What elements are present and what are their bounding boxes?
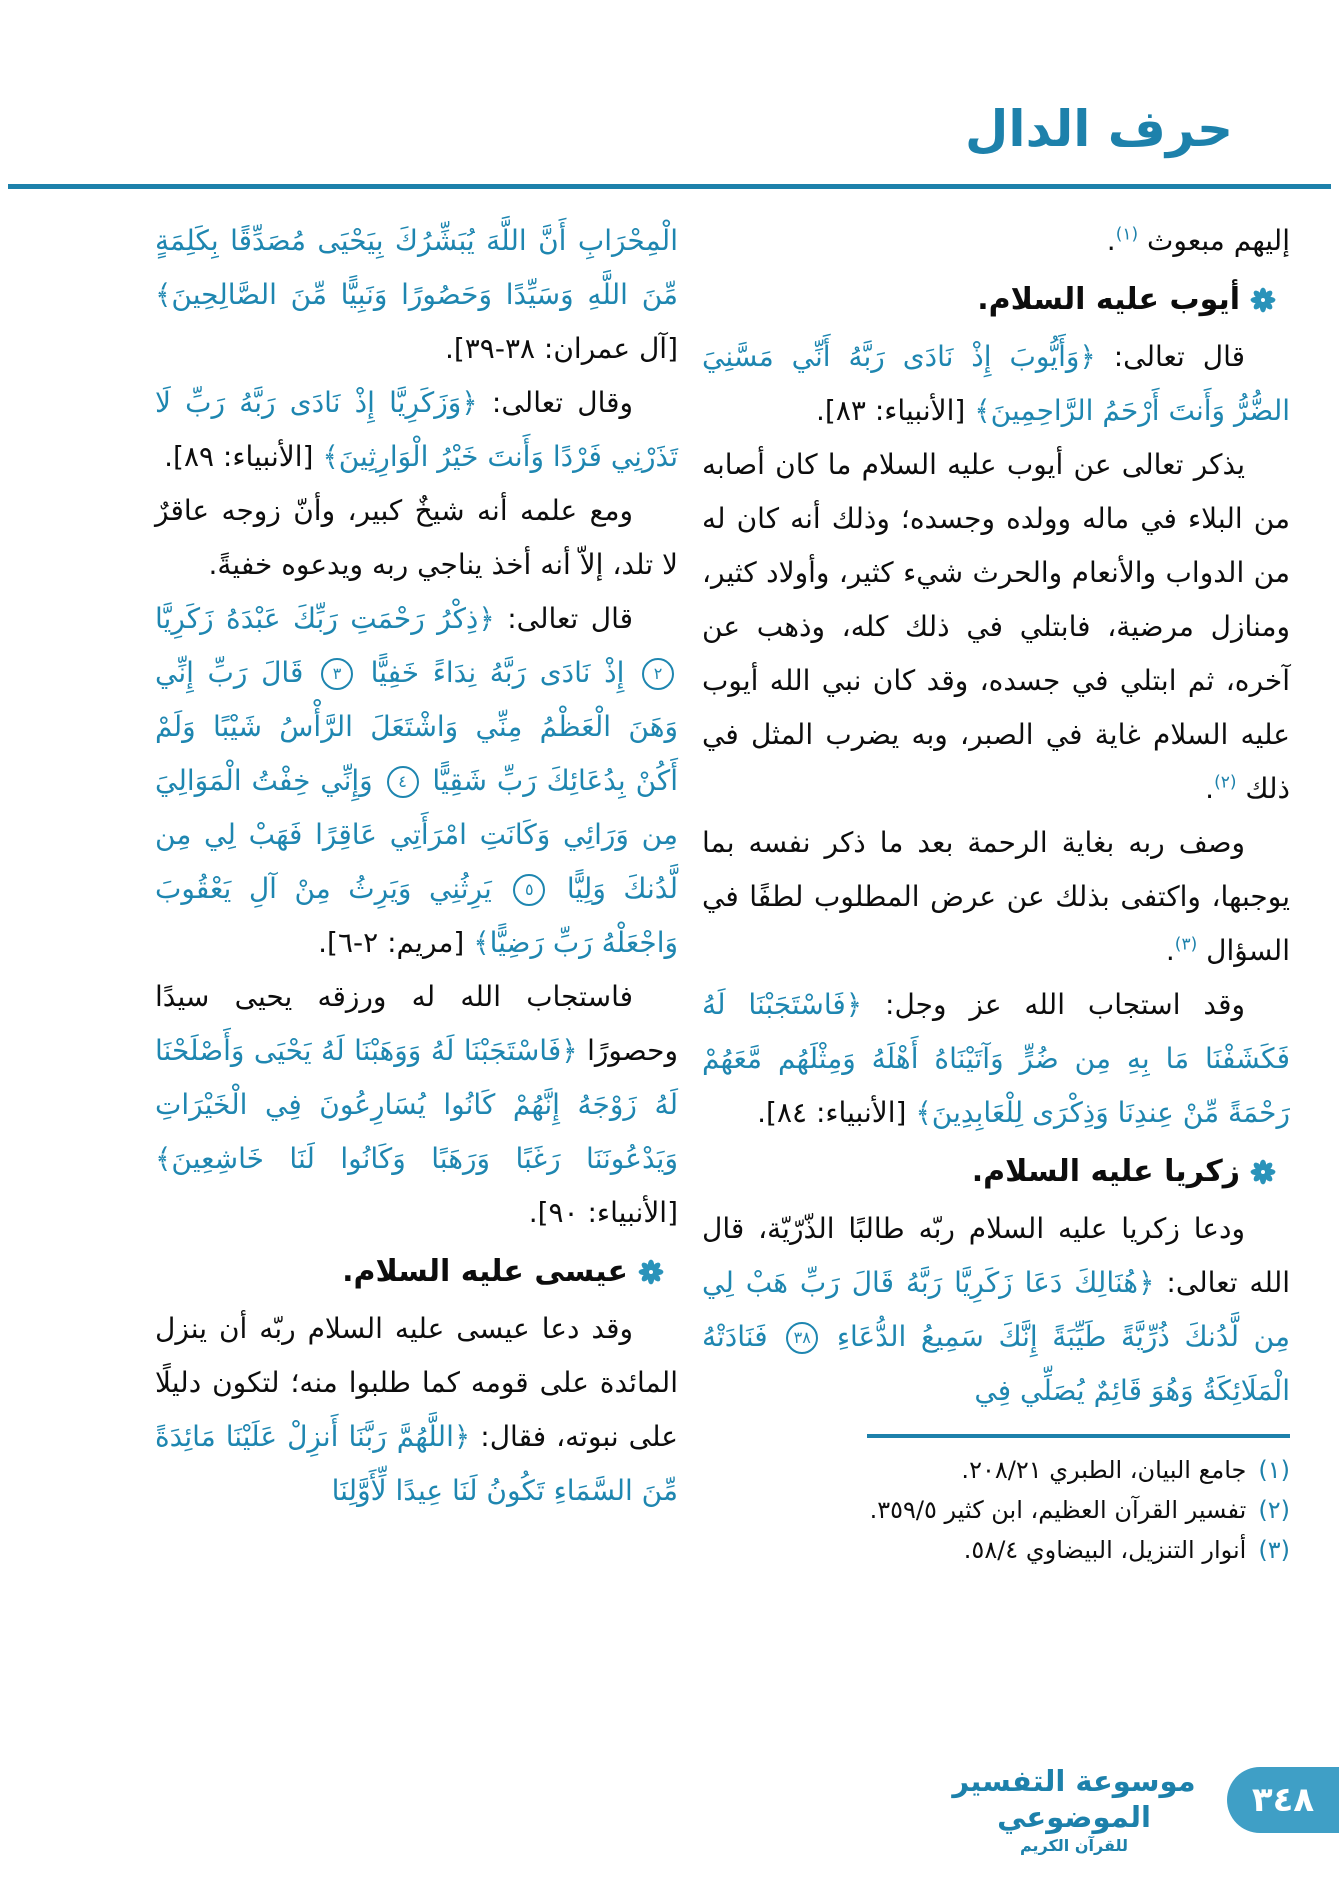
- body-text: .: [1205, 772, 1215, 805]
- paragraph: [702, 978, 1290, 1140]
- column-right: [702, 214, 1290, 1570]
- paragraph: [702, 330, 1290, 438]
- chapter-header-title: حرف الدال: [965, 100, 1233, 158]
- body-text: إليهم مبعوث: [1138, 224, 1290, 257]
- footnote-item: [702, 1450, 1290, 1490]
- quran-verse: وَإِنِّي خِفْتُ الْمَوَالِيَ مِن وَرَائِي وَكَانَتِ امْرَأَتِي عَاقِرًا فَهَبْ لِي مِن لَّدُنكَ وَلِيًّا: [155, 764, 678, 905]
- verse-reference: [مريم: ٢-٦].: [318, 926, 474, 959]
- footnote-divider: [867, 1434, 1290, 1438]
- paragraph: [702, 438, 1290, 816]
- ayah-number: ٢: [642, 658, 674, 690]
- section-heading: [702, 1144, 1290, 1200]
- ayah-number: ٥: [513, 874, 545, 906]
- narration-text: فاستجاب الله له ورزقه يحيى سيدًا وحصورًا: [155, 980, 679, 1067]
- paragraph: [155, 376, 678, 484]
- footnote-ref: (١): [1115, 224, 1139, 245]
- quran-verse: ﴿وَأَيُّوبَ إِذْ نَادَى رَبَّهُ أَنِّي مَسَّنِيَ الضُّرُّ وَأَنتَ أَرْحَمُ الرَّاحِمِينَ﴾: [702, 340, 1290, 427]
- flower-ornament-icon: [1250, 287, 1276, 313]
- footnote-text: تفسير القرآن العظيم، ابن كثير ٣٥٩/٥.: [869, 1496, 1247, 1524]
- section-heading: [155, 1244, 678, 1300]
- footnote-ref: (٣): [1174, 934, 1198, 955]
- publisher-logo: [943, 1763, 1205, 1857]
- paragraph: [155, 970, 678, 1240]
- paragraph: [702, 214, 1290, 268]
- paragraph: [702, 1202, 1290, 1418]
- verse-reference: [آل عمران: ٣٨-٣٩].: [444, 332, 678, 365]
- quran-verse: فَنَادَتْهُ الْمَلَائِكَةُ وَهُوَ قَائِمٌ يُصَلِّي فِي: [702, 1320, 1290, 1407]
- page-number: ٣٤٨: [1251, 1780, 1315, 1820]
- quran-verse: ﴿ذِكْرُ رَحْمَتِ رَبِّكَ عَبْدَهُ زَكَرِيَّا: [155, 602, 495, 635]
- body-text: يذكر تعالى عن أيوب عليه السلام ما كان أصابه من البلاء في ماله وولده وجسده؛ وذلك أنه كان له من الدواب والأنعام والحرث شيء كثير، وأولاد كثير، ومنازل مرضية، فابتلي في ذلك كله، وذهب عن آخره، ثم ابتلي في جسده، وقد كان نبي الله أيوب عليه السلام غاية في الصبر، وبه يضرب المثل في ذلك: [702, 448, 1290, 805]
- flower-ornament-icon: [1250, 1159, 1276, 1185]
- body-text: .: [1165, 934, 1175, 967]
- paragraph: [702, 816, 1290, 978]
- footnote-text: جامع البيان، الطبري ٢٠٨/٢١.: [961, 1456, 1247, 1484]
- verse-reference: [الأنبياء: ٨٩].: [164, 440, 323, 473]
- paragraph: [155, 1302, 678, 1518]
- footnote-item: [702, 1490, 1290, 1530]
- footnote-number: (١): [1258, 1456, 1290, 1484]
- quran-verse: إِذْ نَادَى رَبَّهُ نِدَاءً خَفِيًّا: [356, 656, 638, 689]
- ayah-number: ٣٨: [786, 1322, 818, 1354]
- paragraph: [155, 214, 678, 376]
- quran-verse: قَالَ رَبِّ إِنِّي وَهَنَ الْعَظْمُ مِنِّي وَاشْتَعَلَ الرَّأْسُ شَيْبًا وَلَمْ أَكُنْ بِدُعَائِكَ رَبِّ شَقِيًّا: [155, 656, 678, 797]
- quran-verse: يَرِثُنِي وَيَرِثُ مِنْ آلِ يَعْقُوبَ وَاجْعَلْهُ رَبِّ رَضِيًّا﴾: [155, 872, 678, 959]
- quran-verse: ﴿فَاسْتَجَبْنَا لَهُ فَكَشَفْنَا مَا بِهِ مِن ضُرٍّ وَآتَيْنَاهُ أَهْلَهُ وَمِثْلَهُم مَّعَهُمْ رَحْمَةً مِّنْ عِندِنَا وَذِكْرَى لِلْعَابِدِينَ﴾: [702, 988, 1290, 1129]
- section-heading-label: عيسى عليه السلام.: [342, 1254, 628, 1289]
- publisher-logo-line1: موسوعة التفسير الموضوعي: [952, 1764, 1196, 1834]
- footnote-number: (٣): [1258, 1536, 1290, 1564]
- footnotes-section: [702, 1434, 1290, 1570]
- header-rule-divider: [8, 184, 1331, 189]
- footnote-ref: (٢): [1214, 772, 1237, 793]
- section-heading-label: أيوب عليه السلام.: [977, 282, 1240, 317]
- text-columns: [155, 214, 1290, 1570]
- publisher-logo-line2: للقرآن الكريم: [1019, 1836, 1129, 1855]
- quran-verse: ﴿فَاسْتَجَبْنَا لَهُ وَوَهَبْنَا لَهُ يَحْيَى وَأَصْلَحْنَا لَهُ زَوْجَهُ إِنَّهُمْ كَانُوا يُسَارِعُونَ فِي الْخَيْرَاتِ وَيَدْعُونَنَا رَغَبًا وَرَهَبًا وَكَانُوا لَنَا خَاشِعِينَ﴾: [155, 1034, 678, 1175]
- narration-text: وقال تعالى:: [477, 386, 634, 419]
- section-heading-label: زكريا عليه السلام.: [971, 1154, 1240, 1189]
- quran-verse: ﴿وَزَكَرِيَّا إِذْ نَادَى رَبَّهُ رَبِّ لَا تَذَرْنِي فَرْدًا وَأَنتَ خَيْرُ الْوَارِثِينَ﴾: [155, 386, 678, 473]
- body-text: وصف ربه بغاية الرحمة بعد ما ذكر نفسه بما يوجبها، واكتفى بذلك عن عرض المطلوب لطفًا في السؤال: [702, 826, 1290, 967]
- flower-ornament-icon: [638, 1259, 664, 1285]
- body-text: .: [1106, 224, 1116, 257]
- ayah-number: ٣: [321, 658, 353, 690]
- quran-verse: ﴿هُنَالِكَ دَعَا زَكَرِيَّا رَبَّهُ قَالَ رَبِّ هَبْ لِي مِن لَّدُنكَ ذُرِّيَّةً طَيِّبَةً إِنَّكَ سَمِيعُ الدُّعَاءِ: [702, 1266, 1290, 1353]
- page-number-badge: [1227, 1767, 1339, 1833]
- narration-text: وقد استجاب الله عز وجل:: [862, 988, 1245, 1021]
- quran-verse: ﴿اللَّهُمَّ رَبَّنَا أَنزِلْ عَلَيْنَا مَائِدَةً مِّنَ السَّمَاءِ تَكُونُ لَنَا عِيدًا لِّأَوَّلِنَا: [155, 1420, 678, 1507]
- footnote-number: (٢): [1258, 1496, 1290, 1524]
- column-left: [155, 214, 678, 1518]
- ayah-number: ٤: [387, 766, 419, 798]
- footnote-text: أنوار التنزيل، البيضاوي ٥٨/٤.: [963, 1536, 1247, 1564]
- narration-text: قال تعالى:: [494, 602, 633, 635]
- quran-verse: الْمِحْرَابِ أَنَّ اللَّهَ يُبَشِّرُكَ بِيَحْيَى مُصَدِّقًا بِكَلِمَةٍ مِّنَ اللَّهِ وَسَيِّدًا وَحَصُورًا وَنَبِيًّا مِّنَ الصَّالِحِينَ﴾: [155, 224, 678, 311]
- section-heading: [702, 272, 1290, 328]
- footnote-item: [702, 1530, 1290, 1570]
- narration-text: وقد دعا عيسى عليه السلام ربّه أن ينزل المائدة على قومه كما طلبوا منه؛ لتكون دليلًا على نبوته، فقال:: [155, 1312, 678, 1453]
- narration-text: ودعا زكريا عليه السلام ربّه طالبًا الذّرّيّة، قال الله تعالى:: [702, 1212, 1291, 1299]
- narration-text: قال تعالى:: [1095, 340, 1245, 373]
- paragraph: ومع علمه أنه شيخٌ كبير، وأنّ زوجه عاقرٌ لا تلد، إلاّ أنه أخذ يناجي ربه ويدعوه خفيةً.: [155, 494, 678, 581]
- verse-reference: [الأنبياء: ٨٤].: [757, 1096, 916, 1129]
- verse-reference: [الأنبياء: ٩٠].: [528, 1196, 678, 1229]
- verse-reference: [الأنبياء: ٨٣].: [816, 394, 975, 427]
- paragraph: [155, 592, 678, 970]
